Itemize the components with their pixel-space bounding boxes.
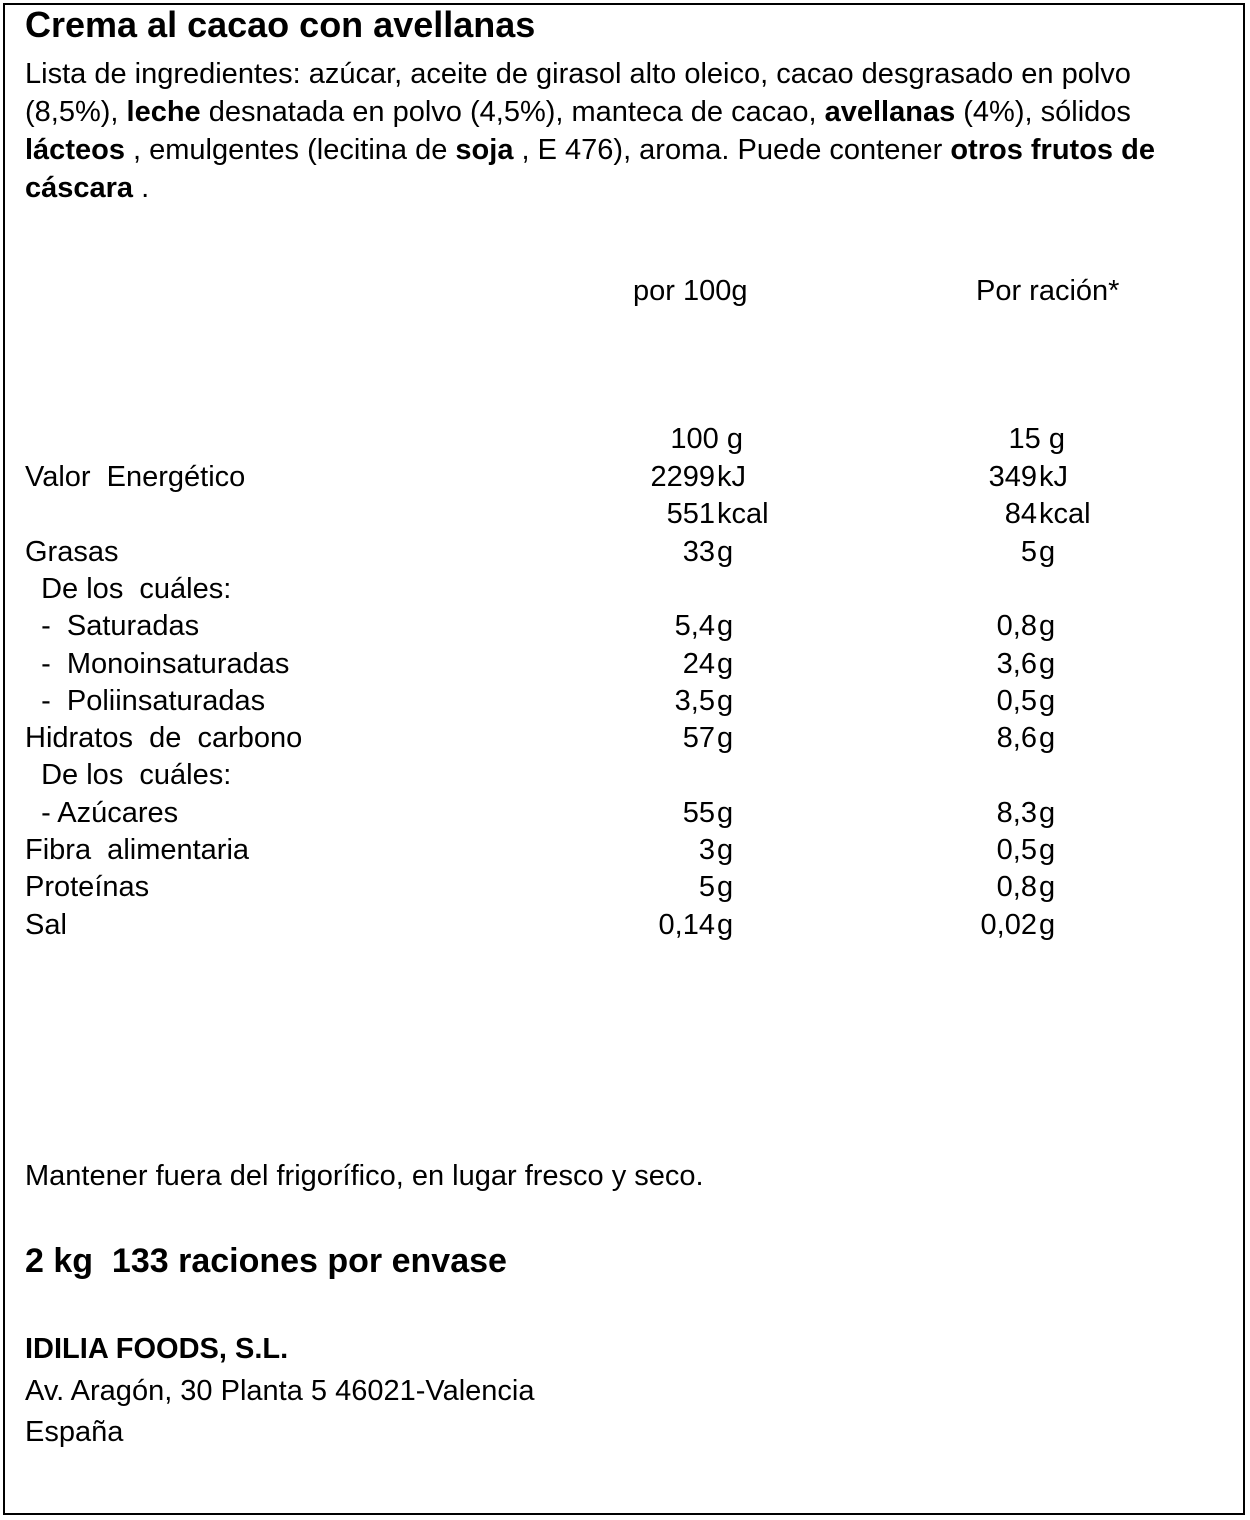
- nutrient-label: - Monoinsaturadas: [25, 648, 290, 680]
- nutrient-unit-per-100g: g: [717, 722, 734, 754]
- nutrient-label: De los cuáles:: [25, 759, 232, 791]
- nutrient-value-per-serving: 0,8: [996, 871, 1037, 903]
- nutrient-value-per-serving: 0,02: [980, 909, 1037, 941]
- nutrient-unit-per-100g: g: [717, 871, 734, 903]
- product-title: Crema al cacao con avellanas: [25, 4, 536, 45]
- nutrient-value-per-100g: 57: [682, 722, 715, 754]
- column-header-per-100g: por 100g: [633, 275, 748, 307]
- nutrient-label: - Azúcares: [25, 797, 179, 829]
- allergen-text: otros frutos de cáscara: [25, 134, 1155, 204]
- reference-amount-serving: 15 g: [1008, 423, 1065, 455]
- nutrient-value-per-serving: 3,6: [996, 648, 1037, 680]
- nutrient-value-per-serving: 5: [1020, 536, 1037, 568]
- nutrient-value-per-100g: 3,5: [674, 685, 715, 717]
- nutrient-value-per-serving: 8,6: [996, 722, 1037, 754]
- nutrient-value-per-100g: 33: [682, 536, 715, 568]
- nutrient-unit-per-serving: g: [1039, 536, 1056, 568]
- nutrient-value-per-serving: 0,5: [996, 685, 1037, 717]
- allergen-text: leche: [126, 96, 201, 128]
- nutrient-unit-per-100g: g: [717, 536, 734, 568]
- nutrient-label: Proteínas: [25, 871, 150, 903]
- nutrient-label: Hidratos de carbono: [25, 722, 303, 754]
- nutrient-label: Sal: [25, 909, 67, 941]
- nutrient-label: - Poliinsaturadas: [25, 685, 266, 717]
- nutrient-value-per-serving: 0,5: [996, 834, 1037, 866]
- nutrient-value-per-100g: 0,14: [658, 909, 715, 941]
- nutrient-unit-per-serving: g: [1039, 610, 1056, 642]
- nutrient-unit-per-serving: g: [1039, 685, 1056, 717]
- allergen-text: soja: [455, 134, 514, 166]
- nutrient-label: Grasas: [25, 536, 119, 568]
- nutrient-value-per-100g: 5,4: [674, 610, 715, 642]
- nutrient-unit-per-100g: kcal: [717, 498, 769, 530]
- nutrient-unit-per-100g: g: [717, 610, 734, 642]
- ingredient-text: (4%), sólidos: [955, 96, 1139, 128]
- nutrient-value-per-100g: 24: [682, 648, 715, 680]
- ingredient-text: Lista de ingredientes: azúcar, aceite de girasol alto oleico, cacao desgrasado en polvo (8,5%),: [25, 58, 1139, 128]
- nutrient-unit-per-100g: g: [717, 797, 734, 829]
- nutrient-value-per-serving: 0,8: [996, 610, 1037, 642]
- allergen-text: lácteos: [25, 134, 125, 166]
- package-info: 2 kg 133 raciones por envase: [25, 1242, 507, 1280]
- nutrient-label: - Saturadas: [25, 610, 200, 642]
- storage-instructions: Mantener fuera del frigorífico, en lugar fresco y seco.: [25, 1160, 704, 1192]
- nutrient-unit-per-serving: g: [1039, 648, 1056, 680]
- ingredient-text: , E 476), aroma. Puede contener: [513, 134, 951, 166]
- nutrient-value-per-100g: 5: [698, 871, 715, 903]
- company-country: España: [25, 1416, 124, 1448]
- nutrient-unit-per-100g: kJ: [717, 461, 746, 493]
- nutrient-unit-per-serving: kcal: [1039, 498, 1091, 530]
- nutrient-unit-per-100g: g: [717, 685, 734, 717]
- ingredient-text: , emulgentes (lecitina de: [124, 134, 456, 166]
- ingredient-text: desnatada en polvo (4,5%), manteca de cacao,: [200, 96, 825, 128]
- nutrient-unit-per-100g: g: [717, 834, 734, 866]
- allergen-text: avellanas: [824, 96, 956, 128]
- nutrient-label: Fibra alimentaria: [25, 834, 250, 866]
- nutrient-value-per-100g: 2299: [650, 461, 715, 493]
- nutrient-unit-per-serving: g: [1039, 909, 1056, 941]
- nutrient-unit-per-serving: g: [1039, 722, 1056, 754]
- nutrient-unit-per-serving: g: [1039, 871, 1056, 903]
- nutrient-unit-per-serving: g: [1039, 834, 1056, 866]
- reference-amount-100g: 100 g: [670, 423, 743, 455]
- nutrient-value-per-serving: 349: [988, 461, 1037, 493]
- ingredient-text: .: [133, 172, 150, 204]
- ingredients-list: [25, 55, 1220, 207]
- nutrient-label: Valor Energético: [25, 461, 246, 493]
- company-address: Av. Aragón, 30 Planta 5 46021-Valencia: [25, 1375, 535, 1407]
- nutrient-unit-per-serving: g: [1039, 797, 1056, 829]
- nutrient-unit-per-serving: kJ: [1039, 461, 1068, 493]
- nutrient-value-per-serving: 8,3: [996, 797, 1037, 829]
- column-header-per-serving: Por ración*: [976, 275, 1120, 307]
- nutrient-value-per-serving: 84: [1004, 498, 1037, 530]
- nutrient-label: De los cuáles:: [25, 573, 232, 605]
- company-name: IDILIA FOODS, S.L.: [25, 1333, 289, 1365]
- nutrient-unit-per-100g: g: [717, 648, 734, 680]
- nutrient-value-per-100g: 55: [682, 797, 715, 829]
- nutrient-unit-per-100g: g: [717, 909, 734, 941]
- nutrient-value-per-100g: 551: [666, 498, 715, 530]
- nutrient-value-per-100g: 3: [698, 834, 715, 866]
